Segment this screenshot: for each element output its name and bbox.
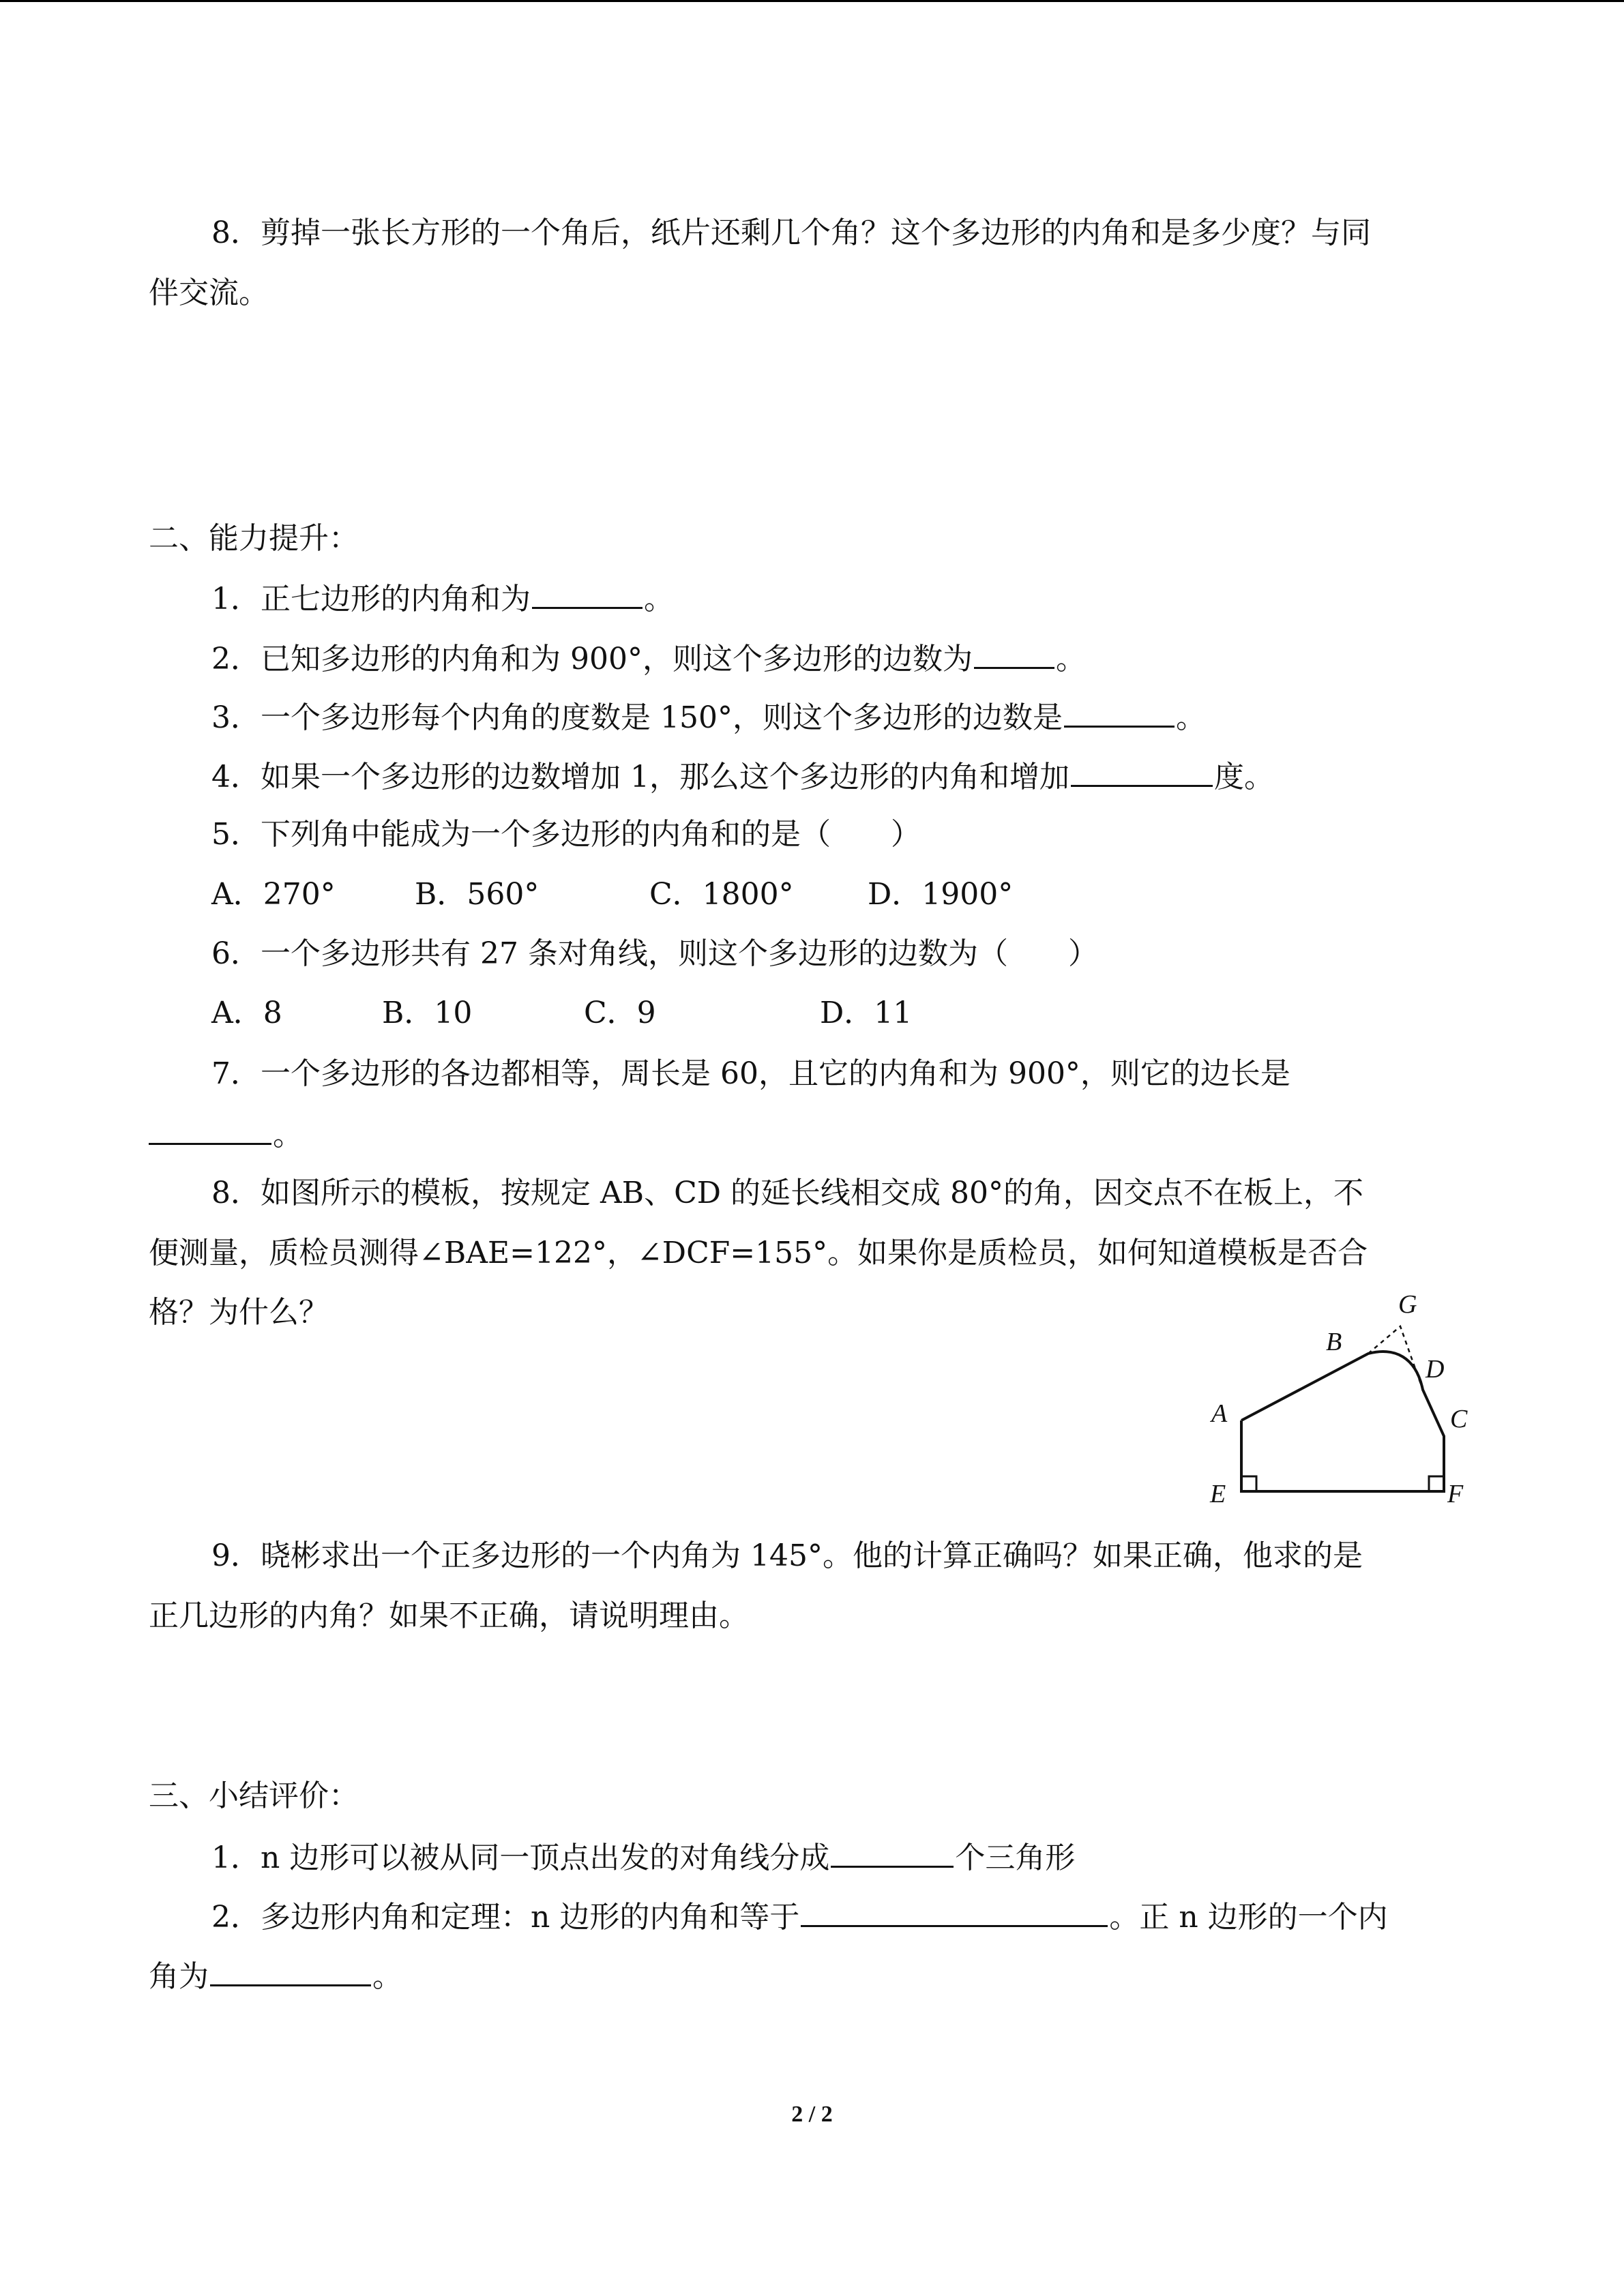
summary-2-line2 — [149, 1954, 402, 1997]
question-1 — [211, 577, 674, 620]
question-5: 5．下列角中能成为一个多边形的内角和的是（ ） — [211, 817, 921, 852]
answer-blank[interactable] — [974, 637, 1054, 669]
q6-option-b: B．10 — [382, 996, 473, 1030]
question-7-end: 。 — [273, 1118, 303, 1152]
q6-option-d: D．11 — [820, 996, 913, 1030]
label-g: G — [1398, 1290, 1417, 1319]
section-heading-summary: 三、小结评价： — [149, 1778, 359, 1813]
question-3-end: 。 — [1175, 700, 1206, 735]
question-2 — [211, 637, 1086, 680]
summary-2-line2-end: 。 — [372, 1959, 402, 1994]
summary-1 — [211, 1836, 1075, 1879]
q5-option-a: A．270° — [211, 877, 336, 912]
summary-1-end: 个三角形 — [955, 1840, 1076, 1875]
answer-blank[interactable] — [831, 1836, 954, 1868]
question-1-end: 。 — [644, 582, 674, 616]
q8-rect-line2: 伴交流。 — [149, 275, 269, 310]
question-7-line1: 7．一个多边形的各边都相等，周长是 60，且它的内角和为 900°，则它的边长是 — [211, 1056, 1290, 1091]
label-a: A — [1211, 1399, 1228, 1428]
q6-option-c: C．9 — [584, 996, 656, 1030]
q5-option-c: C．1800° — [649, 877, 794, 912]
summary-2-line2-text: 角为 — [149, 1959, 209, 1994]
label-c: C — [1450, 1405, 1468, 1433]
question-2-end: 。 — [1055, 642, 1086, 676]
right-angle-mark-e — [1241, 1476, 1256, 1491]
question-8-line3: 格？为什么？ — [149, 1295, 329, 1330]
section-heading-ability: 二、能力提升： — [149, 521, 359, 556]
question-6: 6．一个多边形共有 27 条对角线，则这个多边形的边数为（ ） — [211, 936, 1098, 971]
answer-blank[interactable] — [532, 577, 643, 609]
question-2-text: 2．已知多边形的内角和为 900°，则这个多边形的边数为 — [211, 642, 973, 676]
template-outline — [1241, 1352, 1444, 1491]
label-e: E — [1210, 1480, 1226, 1508]
question-9-line2: 正几边形的内角？如果不正确，请说明理由。 — [149, 1598, 749, 1633]
extension-lines — [1368, 1326, 1423, 1390]
q6-option-a: A．8 — [211, 996, 282, 1030]
label-b: B — [1326, 1328, 1342, 1356]
q8-rect-line1: 8．剪掉一张长方形的一个角后，纸片还剩几个角？这个多边形的内角和是多少度？与同 — [211, 215, 1371, 250]
summary-2 — [211, 1895, 1388, 1938]
right-angle-mark-f — [1429, 1476, 1444, 1491]
question-1-text: 1．正七边形的内角和为 — [211, 582, 531, 616]
question-3 — [211, 696, 1206, 739]
answer-blank[interactable] — [801, 1895, 1108, 1927]
answer-blank[interactable] — [1071, 755, 1213, 787]
question-4-text: 4．如果一个多边形的边数增加 1，那么这个多边形的内角和增加 — [211, 760, 1069, 794]
summary-2-text: 2．多边形内角和定理：n 边形的内角和等于 — [211, 1900, 800, 1935]
q5-option-b: B．560° — [415, 877, 540, 912]
answer-blank[interactable] — [149, 1113, 271, 1145]
label-d: D — [1426, 1355, 1445, 1384]
page-number: 2 / 2 — [791, 2102, 833, 2127]
question-8-line2: 便测量，质检员测得∠BAE=122°，∠DCF=155°。如果你是质检员，如何知道模板是否合 — [149, 1236, 1368, 1270]
question-3-text: 3．一个多边形每个内角的度数是 150°，则这个多边形的边数是 — [211, 700, 1063, 735]
summary-2-end: 。正 n 边形的一个内 — [1109, 1900, 1388, 1935]
question-8-line1: 8．如图所示的模板，按规定 AB、CD 的延长线相交成 80°的角，因交点不在板上，不 — [211, 1176, 1363, 1210]
question-4 — [211, 755, 1274, 798]
answer-blank[interactable] — [1064, 696, 1175, 728]
template-figure — [1200, 1282, 1487, 1514]
answer-blank[interactable] — [210, 1954, 371, 1986]
question-4-end: 度。 — [1213, 760, 1274, 794]
q5-option-d: D．1900° — [868, 877, 1014, 912]
question-9-line1: 9．晓彬求出一个正多边形的一个内角为 145°。他的计算正确吗？如果正确，他求的是 — [211, 1538, 1363, 1573]
label-f: F — [1447, 1480, 1464, 1508]
question-7-line2 — [149, 1113, 303, 1156]
summary-1-text: 1．n 边形可以被从同一顶点出发的对角线分成 — [211, 1840, 830, 1875]
top-border — [0, 0, 1624, 2]
